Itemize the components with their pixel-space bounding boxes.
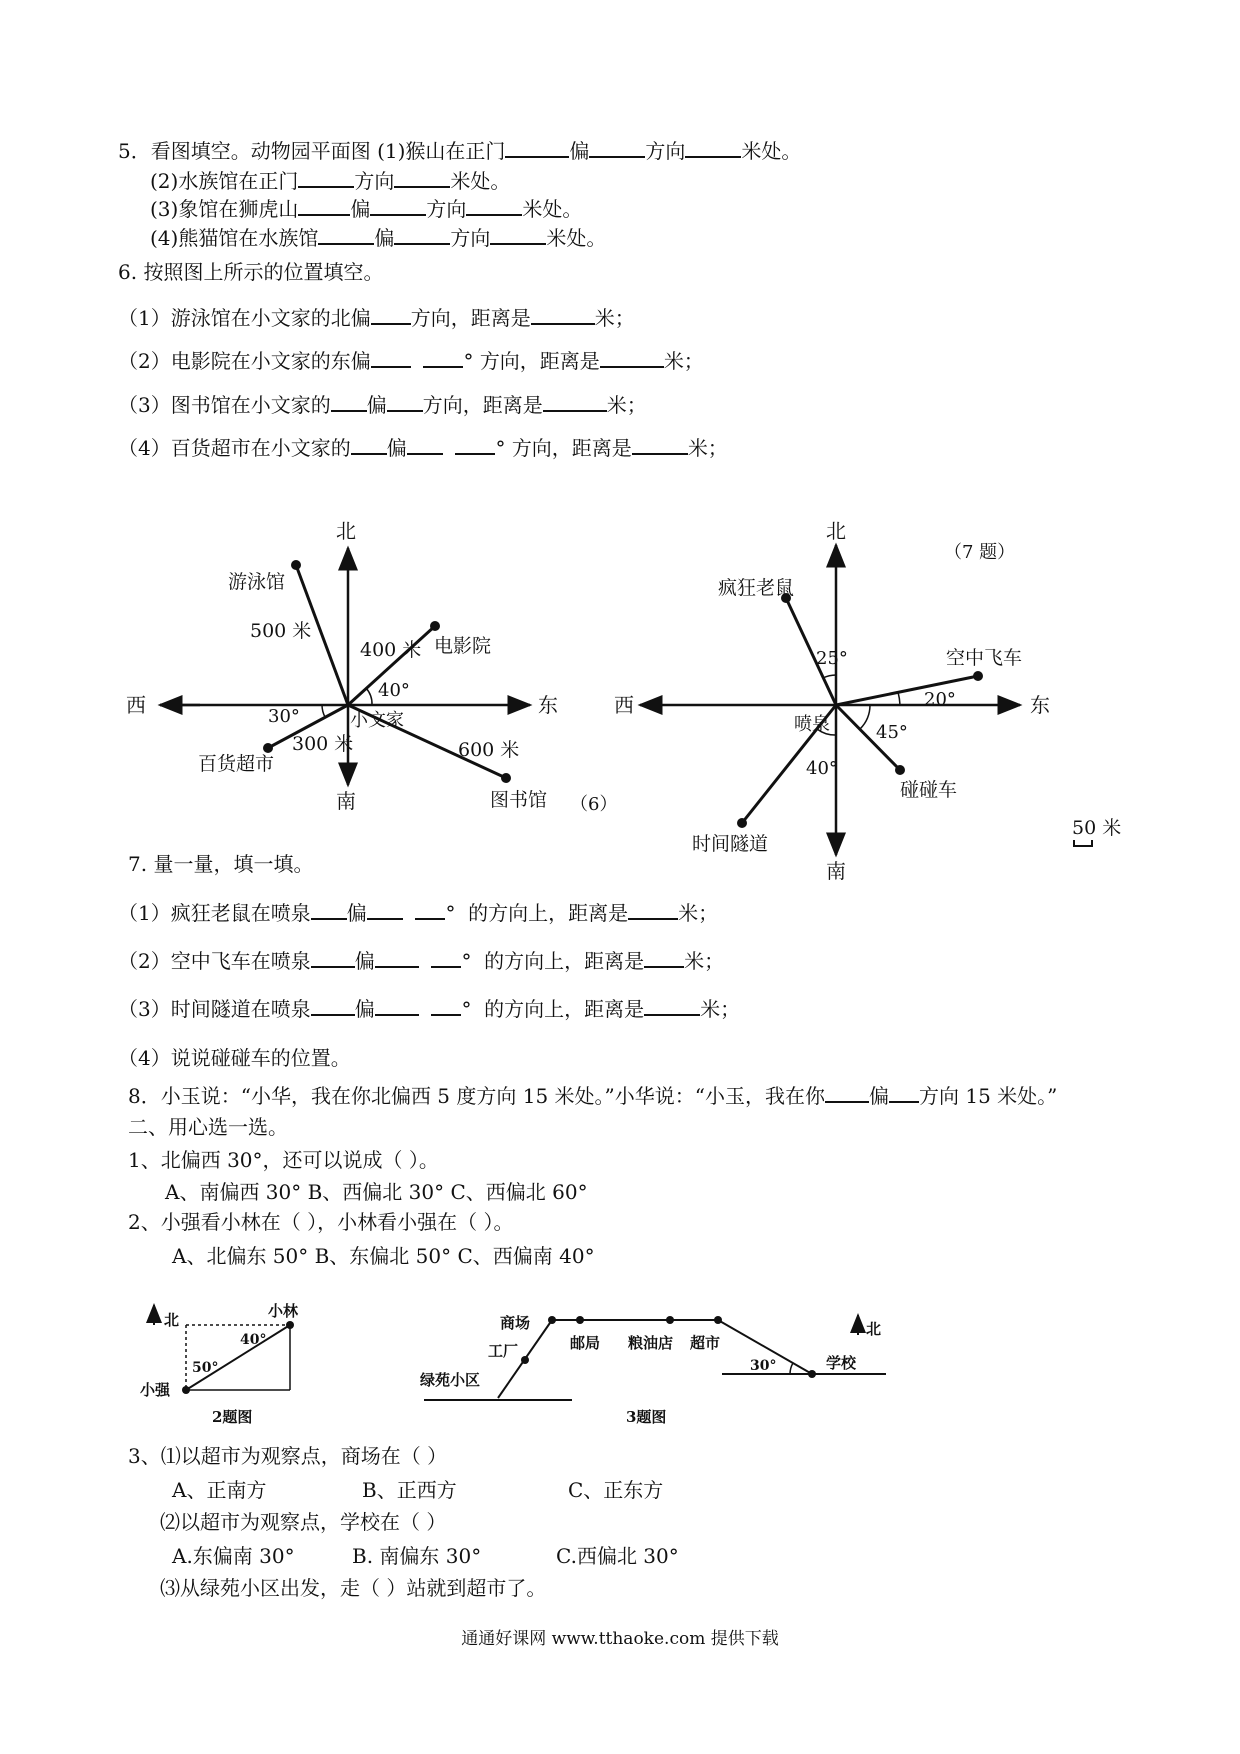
- blank[interactable]: [644, 996, 700, 1016]
- choice3-q1-a[interactable]: A、正南方: [172, 1478, 267, 1502]
- map6-store-dist: 300 米: [292, 733, 354, 755]
- map7-bumper-arc: [860, 705, 870, 729]
- footer: 通通好课网 www.tthaoke.com 提供下载: [461, 1629, 779, 1649]
- map7-plane-arc: [898, 692, 900, 705]
- map6-library-point: [501, 773, 511, 783]
- map7: [614, 519, 1121, 883]
- fig3-school-label: 学校: [826, 1354, 857, 1372]
- choice1-stem: 1、北偏西 30°，还可以说成（ ）。: [128, 1148, 439, 1172]
- blank[interactable]: [628, 900, 678, 920]
- map7-mouse-arc: [823, 675, 836, 678]
- blank[interactable]: [825, 1083, 869, 1103]
- fig3-a30: 30°: [750, 1358, 777, 1374]
- q6-line3: （3）图书馆在小文家的 偏 方向，距离是 米；: [118, 393, 647, 417]
- blank[interactable]: [431, 948, 461, 968]
- q7-line4: （4）说说碰碰车的位置。: [118, 1046, 351, 1070]
- fig3-school-point: [808, 1370, 816, 1378]
- fig2-lin-label: 小林: [268, 1302, 299, 1320]
- map7-bumper-label: 碰碰车: [900, 779, 958, 801]
- map7-caption: （7 题）: [944, 542, 1016, 563]
- map7-scale-label: 50 米: [1072, 817, 1122, 839]
- choice3-q2: ⑵以超市为观察点，学校在（ ）: [160, 1510, 447, 1534]
- q5-line3: (3)象馆在狮虎山 偏 方向 米处。: [150, 197, 583, 221]
- fig2: [140, 1302, 299, 1426]
- blank[interactable]: [375, 996, 419, 1016]
- map7-mouse-angle: 25°: [816, 648, 848, 669]
- fig3-factory-label: 工厂: [488, 1342, 519, 1360]
- fig2-north-label: 北: [164, 1311, 180, 1329]
- map6-cinema-arc: [366, 688, 372, 705]
- map7-north-label: 北: [826, 519, 846, 543]
- map6-store-angle: 30°: [268, 706, 300, 727]
- map6-library-label: 图书馆: [490, 789, 548, 811]
- map6-east-label: 东: [538, 693, 558, 717]
- map6-swim-label: 游泳馆: [228, 571, 286, 593]
- map6-caption: （6）: [570, 794, 618, 815]
- q7-line1: （1）疯狂老鼠在喷泉 偏 ° 的方向上，距离是 米；: [118, 901, 719, 925]
- blank[interactable]: [375, 948, 419, 968]
- map6-north-label: 北: [336, 519, 356, 543]
- fig2-lin-point: [286, 1321, 294, 1329]
- q7-line2: （2）空中飞车在喷泉 偏 ° 的方向上，距离是 米；: [118, 949, 725, 973]
- choice3-q2-b[interactable]: B. 南偏东 30°: [352, 1544, 482, 1568]
- map7-east-label: 东: [1030, 693, 1050, 717]
- map6-cinema-label: 电影院: [434, 635, 492, 657]
- map6-west-label: 西: [126, 693, 146, 717]
- fig3-caption: 3题图: [626, 1408, 667, 1426]
- fig2-connect-line: [186, 1325, 290, 1390]
- q6-line1: （1）游泳馆在小文家的北偏 方向，距离是 米；: [118, 306, 635, 330]
- map6-swim-point: [291, 560, 301, 570]
- q8-line: 8．小玉说：“小华，我在你北偏西 5 度方向 15 米处。”小华说：“小玉，我在你 偏 方向 15 米处。”: [128, 1084, 1058, 1108]
- map7-scale-bar: [1074, 840, 1092, 846]
- fig3-market-label: 商场: [500, 1314, 531, 1332]
- q5-line2: (2)水族馆在正门 方向 米处。: [150, 169, 511, 193]
- map6-store-arc: [322, 705, 325, 717]
- map7-mouse-label: 疯狂老鼠: [718, 577, 795, 599]
- map7-south-label: 南: [826, 859, 846, 883]
- blank[interactable]: [311, 948, 355, 968]
- blank[interactable]: [311, 996, 355, 1016]
- fig3-lvyuan-label: 绿苑小区: [420, 1371, 481, 1389]
- choice3-q1-c[interactable]: C、正东方: [568, 1478, 664, 1502]
- choice2-stem: 2、小强看小林在（ ），小林看小强在（ ）。: [128, 1210, 514, 1234]
- map7-plane-line: [836, 676, 978, 705]
- fig3-super-label: 超市: [690, 1334, 721, 1352]
- map7-tunnel-point: [737, 818, 747, 828]
- map7-center-label: 喷泉: [794, 714, 830, 735]
- fig2-qiang-label: 小强: [140, 1381, 171, 1399]
- blank[interactable]: [367, 900, 403, 920]
- choice1-options[interactable]: A、南偏西 30° B、西偏北 30° C、西偏北 60°: [165, 1180, 588, 1204]
- fig3-market-point: [548, 1316, 556, 1324]
- map7-tunnel-angle: 40°: [806, 758, 838, 779]
- map7-plane-label: 空中飞车: [946, 647, 1023, 669]
- map6-cinema-point: [430, 621, 440, 631]
- map6-south-label: 南: [336, 789, 356, 813]
- fig2-qiang-point: [182, 1386, 190, 1394]
- fig3-angle-arc: [790, 1363, 793, 1374]
- map6-library-dist: 600 米: [458, 739, 520, 761]
- map6-swim-dist: 500 米: [250, 620, 312, 642]
- sec2-title: 二、用心选一选。: [128, 1115, 288, 1139]
- map7-bumper-angle: 45°: [876, 722, 908, 743]
- fig3-post-label: 邮局: [570, 1334, 601, 1352]
- q5-line4: (4)熊猫馆在水族馆 偏 方向 米处。: [150, 226, 607, 250]
- choice3-q2-c[interactable]: C.西偏北 30°: [556, 1544, 679, 1568]
- fig3-grain-label: 粮油店: [628, 1334, 674, 1352]
- map6-store-label: 百货超市: [198, 753, 275, 775]
- map7-west-label: 西: [614, 693, 634, 717]
- choice2-options[interactable]: A、北偏东 50° B、东偏北 50° C、西偏南 40°: [172, 1244, 595, 1268]
- q6-line4: （4）百货超市在小文家的 偏 ° 方向，距离是 米；: [118, 436, 728, 460]
- blank[interactable]: [415, 900, 445, 920]
- q7-stem: 7. 量一量，填一填。: [128, 852, 314, 876]
- choice3-q3: ⑶从绿苑小区出发，走（ ）站就到超市了。: [160, 1576, 547, 1600]
- fig3-north-label: 北: [866, 1320, 882, 1338]
- choice3-q2-a[interactable]: A.东偏南 30°: [172, 1544, 295, 1568]
- map7-plane-point: [973, 671, 983, 681]
- blank[interactable]: [889, 1083, 919, 1103]
- q6-stem: 6. 按照图上所示的位置填空。: [118, 260, 384, 284]
- choice3-q1-b[interactable]: B、正西方: [362, 1478, 457, 1502]
- map6-store-point: [263, 743, 273, 753]
- map6-cinema-dist: 400 米: [360, 639, 422, 661]
- fig2-a40: 40°: [240, 1332, 267, 1348]
- fig3-post-point: [576, 1316, 584, 1324]
- map6-center-label: 小文家: [350, 710, 404, 731]
- map6: [126, 519, 617, 815]
- map6-cinema-angle: 40°: [378, 680, 410, 701]
- choice3-q1: 3、⑴以超市为观察点，商场在（ ）: [128, 1444, 448, 1468]
- fig3-super-point: [714, 1316, 722, 1324]
- map7-plane-angle: 20°: [924, 689, 956, 710]
- fig2-a50: 50°: [192, 1360, 219, 1376]
- q7-line3: （3）时间隧道在喷泉 偏 ° 的方向上，距离是 米；: [118, 997, 741, 1021]
- q6-line2: （2）电影院在小文家的东偏 ° 方向，距离是 米；: [118, 349, 704, 373]
- blank[interactable]: [644, 948, 684, 968]
- fig2-caption: 2题图: [212, 1408, 253, 1426]
- fig3-factory-point: [521, 1356, 529, 1364]
- blank[interactable]: [431, 996, 461, 1016]
- blank[interactable]: [311, 900, 347, 920]
- fig3: [420, 1314, 886, 1426]
- fig3-grain-point: [666, 1316, 674, 1324]
- q5-line1: 5．看图填空。动物园平面图 (1)猴山在正门 偏 方向 米处。: [118, 139, 802, 163]
- map7-tunnel-label: 时间隧道: [692, 833, 769, 855]
- map7-bumper-point: [895, 765, 905, 775]
